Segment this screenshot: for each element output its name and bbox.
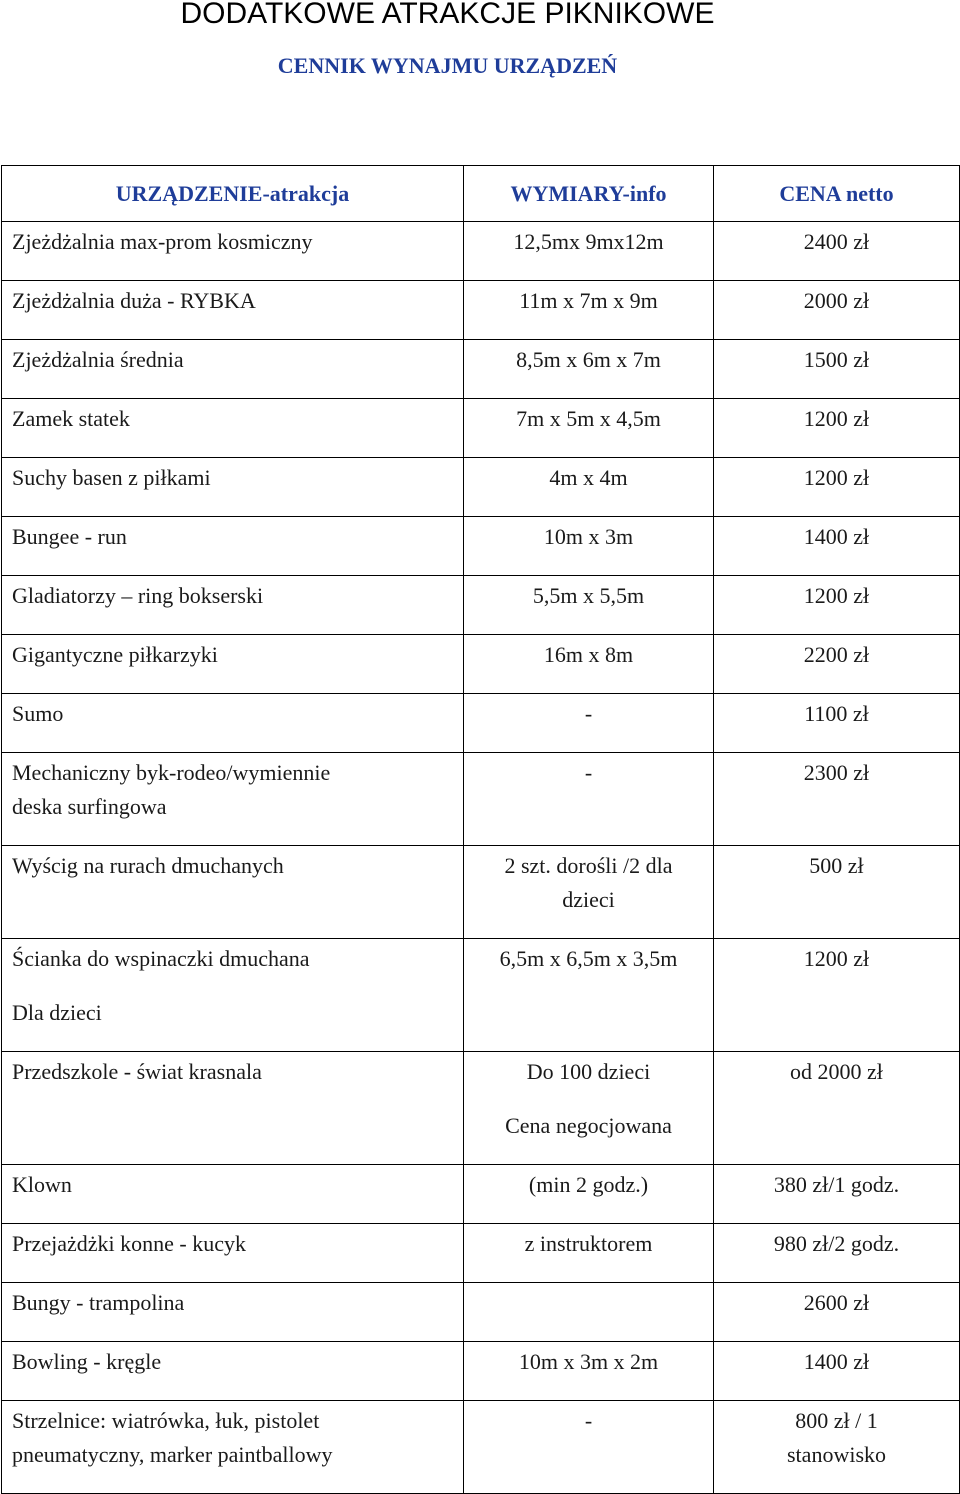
row-name bbox=[2, 1401, 464, 1494]
price-table bbox=[1, 165, 960, 1494]
table-header-row bbox=[2, 166, 960, 222]
row-name-line-2: pneumatyczny, marker paintballowy bbox=[12, 1442, 333, 1467]
row-dimensions: 7m x 5m x 4,5m bbox=[464, 399, 714, 458]
row-dimensions: 10m x 3m bbox=[464, 517, 714, 576]
page-title: DODATKOWE ATRAKCJE PIKNIKOWE bbox=[180, 0, 715, 30]
row-price: 1100 zł bbox=[714, 694, 960, 753]
row-price-line-1: 800 zł / 1 bbox=[795, 1408, 878, 1433]
row-price bbox=[714, 1401, 960, 1494]
row-dimensions: - bbox=[464, 1401, 714, 1494]
row-name: Bungy - trampolina bbox=[2, 1283, 464, 1342]
row-dimensions: 4m x 4m bbox=[464, 458, 714, 517]
row-price: 1200 zł bbox=[714, 458, 960, 517]
table-row bbox=[2, 1283, 960, 1342]
row-dimensions: 12,5mx 9mx12m bbox=[464, 222, 714, 281]
table-row bbox=[2, 222, 960, 281]
table-row bbox=[2, 576, 960, 635]
table-row bbox=[2, 1224, 960, 1283]
row-price: 1200 zł bbox=[714, 939, 960, 1052]
row-price: 1500 zł bbox=[714, 340, 960, 399]
row-dimensions: z instruktorem bbox=[464, 1224, 714, 1283]
row-name bbox=[2, 939, 464, 1052]
row-price: 2200 zł bbox=[714, 635, 960, 694]
row-name: Zjeżdżalnia duża - RYBKA bbox=[2, 281, 464, 340]
row-price: 2400 zł bbox=[714, 222, 960, 281]
row-name: Bowling - kręgle bbox=[2, 1342, 464, 1401]
row-price: 1400 zł bbox=[714, 1342, 960, 1401]
row-dimensions bbox=[464, 1283, 714, 1342]
header-price: CENA netto bbox=[714, 166, 960, 222]
row-dim-line-1: Do 100 dzieci bbox=[526, 1059, 651, 1084]
row-name-line-2: deska surfingowa bbox=[12, 794, 167, 819]
row-name: Przedszkole - świat krasnala bbox=[2, 1052, 464, 1165]
row-dimensions: (min 2 godz.) bbox=[464, 1165, 714, 1224]
row-name-line-1: Strzelnice: wiatrówka, łuk, pistolet bbox=[12, 1408, 320, 1433]
row-dimensions: 16m x 8m bbox=[464, 635, 714, 694]
table-row bbox=[2, 753, 960, 846]
row-price: 2600 zł bbox=[714, 1283, 960, 1342]
table-row bbox=[2, 694, 960, 753]
header-device: URZĄDZENIE-atrakcja bbox=[2, 166, 464, 222]
row-price: 1200 zł bbox=[714, 399, 960, 458]
row-dimensions bbox=[464, 1052, 714, 1165]
row-name: Bungee - run bbox=[2, 517, 464, 576]
row-name: Przejażdżki konne - kucyk bbox=[2, 1224, 464, 1283]
table-row bbox=[2, 340, 960, 399]
row-name-line-2: Dla dzieci bbox=[12, 1000, 102, 1025]
row-dim-line-2: dzieci bbox=[562, 887, 615, 912]
row-name: Suchy basen z piłkami bbox=[2, 458, 464, 517]
row-price: 500 zł bbox=[714, 846, 960, 939]
table-row bbox=[2, 517, 960, 576]
row-name-line-1: Mechaniczny byk-rodeo/wymiennie bbox=[12, 760, 331, 785]
row-name: Gigantyczne piłkarzyki bbox=[2, 635, 464, 694]
table-row bbox=[2, 458, 960, 517]
table-row bbox=[2, 1165, 960, 1224]
row-dimensions: - bbox=[464, 694, 714, 753]
header-dimensions: WYMIARY-info bbox=[464, 166, 714, 222]
table-row bbox=[2, 281, 960, 340]
table-row bbox=[2, 846, 960, 939]
row-dimensions: 5,5m x 5,5m bbox=[464, 576, 714, 635]
row-name: Sumo bbox=[2, 694, 464, 753]
row-name: Gladiatorzy – ring bokserski bbox=[2, 576, 464, 635]
row-dimensions: 8,5m x 6m x 7m bbox=[464, 340, 714, 399]
table-row bbox=[2, 1401, 960, 1494]
row-price: od 2000 zł bbox=[714, 1052, 960, 1165]
row-name: Zamek statek bbox=[2, 399, 464, 458]
row-dimensions: 11m x 7m x 9m bbox=[464, 281, 714, 340]
row-price: 1200 zł bbox=[714, 576, 960, 635]
row-price: 1400 zł bbox=[714, 517, 960, 576]
row-name: Zjeżdżalnia max-prom kosmiczny bbox=[2, 222, 464, 281]
row-name: Klown bbox=[2, 1165, 464, 1224]
row-price: 980 zł/2 godz. bbox=[714, 1224, 960, 1283]
row-dimensions: 10m x 3m x 2m bbox=[464, 1342, 714, 1401]
table-row bbox=[2, 399, 960, 458]
table-row bbox=[2, 1342, 960, 1401]
row-dim-line-2: Cena negocjowana bbox=[505, 1113, 672, 1138]
row-name bbox=[2, 753, 464, 846]
row-dimensions: 6,5m x 6,5m x 3,5m bbox=[464, 939, 714, 1052]
row-dim-line-1: 2 szt. dorośli /2 dla bbox=[504, 853, 673, 878]
row-dimensions: - bbox=[464, 753, 714, 846]
row-price-line-2: stanowisko bbox=[787, 1442, 886, 1467]
table-row bbox=[2, 939, 960, 1052]
row-name-line-1: Ścianka do wspinaczki dmuchana bbox=[12, 946, 310, 971]
row-price: 2000 zł bbox=[714, 281, 960, 340]
page-subtitle: CENNIK WYNAJMU URZĄDZEŃ bbox=[277, 53, 618, 78]
table-row bbox=[2, 1052, 960, 1165]
row-price: 380 zł/1 godz. bbox=[714, 1165, 960, 1224]
row-name: Zjeżdżalnia średnia bbox=[2, 340, 464, 399]
row-price: 2300 zł bbox=[714, 753, 960, 846]
row-name: Wyścig na rurach dmuchanych bbox=[2, 846, 464, 939]
row-dimensions bbox=[464, 846, 714, 939]
table-row bbox=[2, 635, 960, 694]
